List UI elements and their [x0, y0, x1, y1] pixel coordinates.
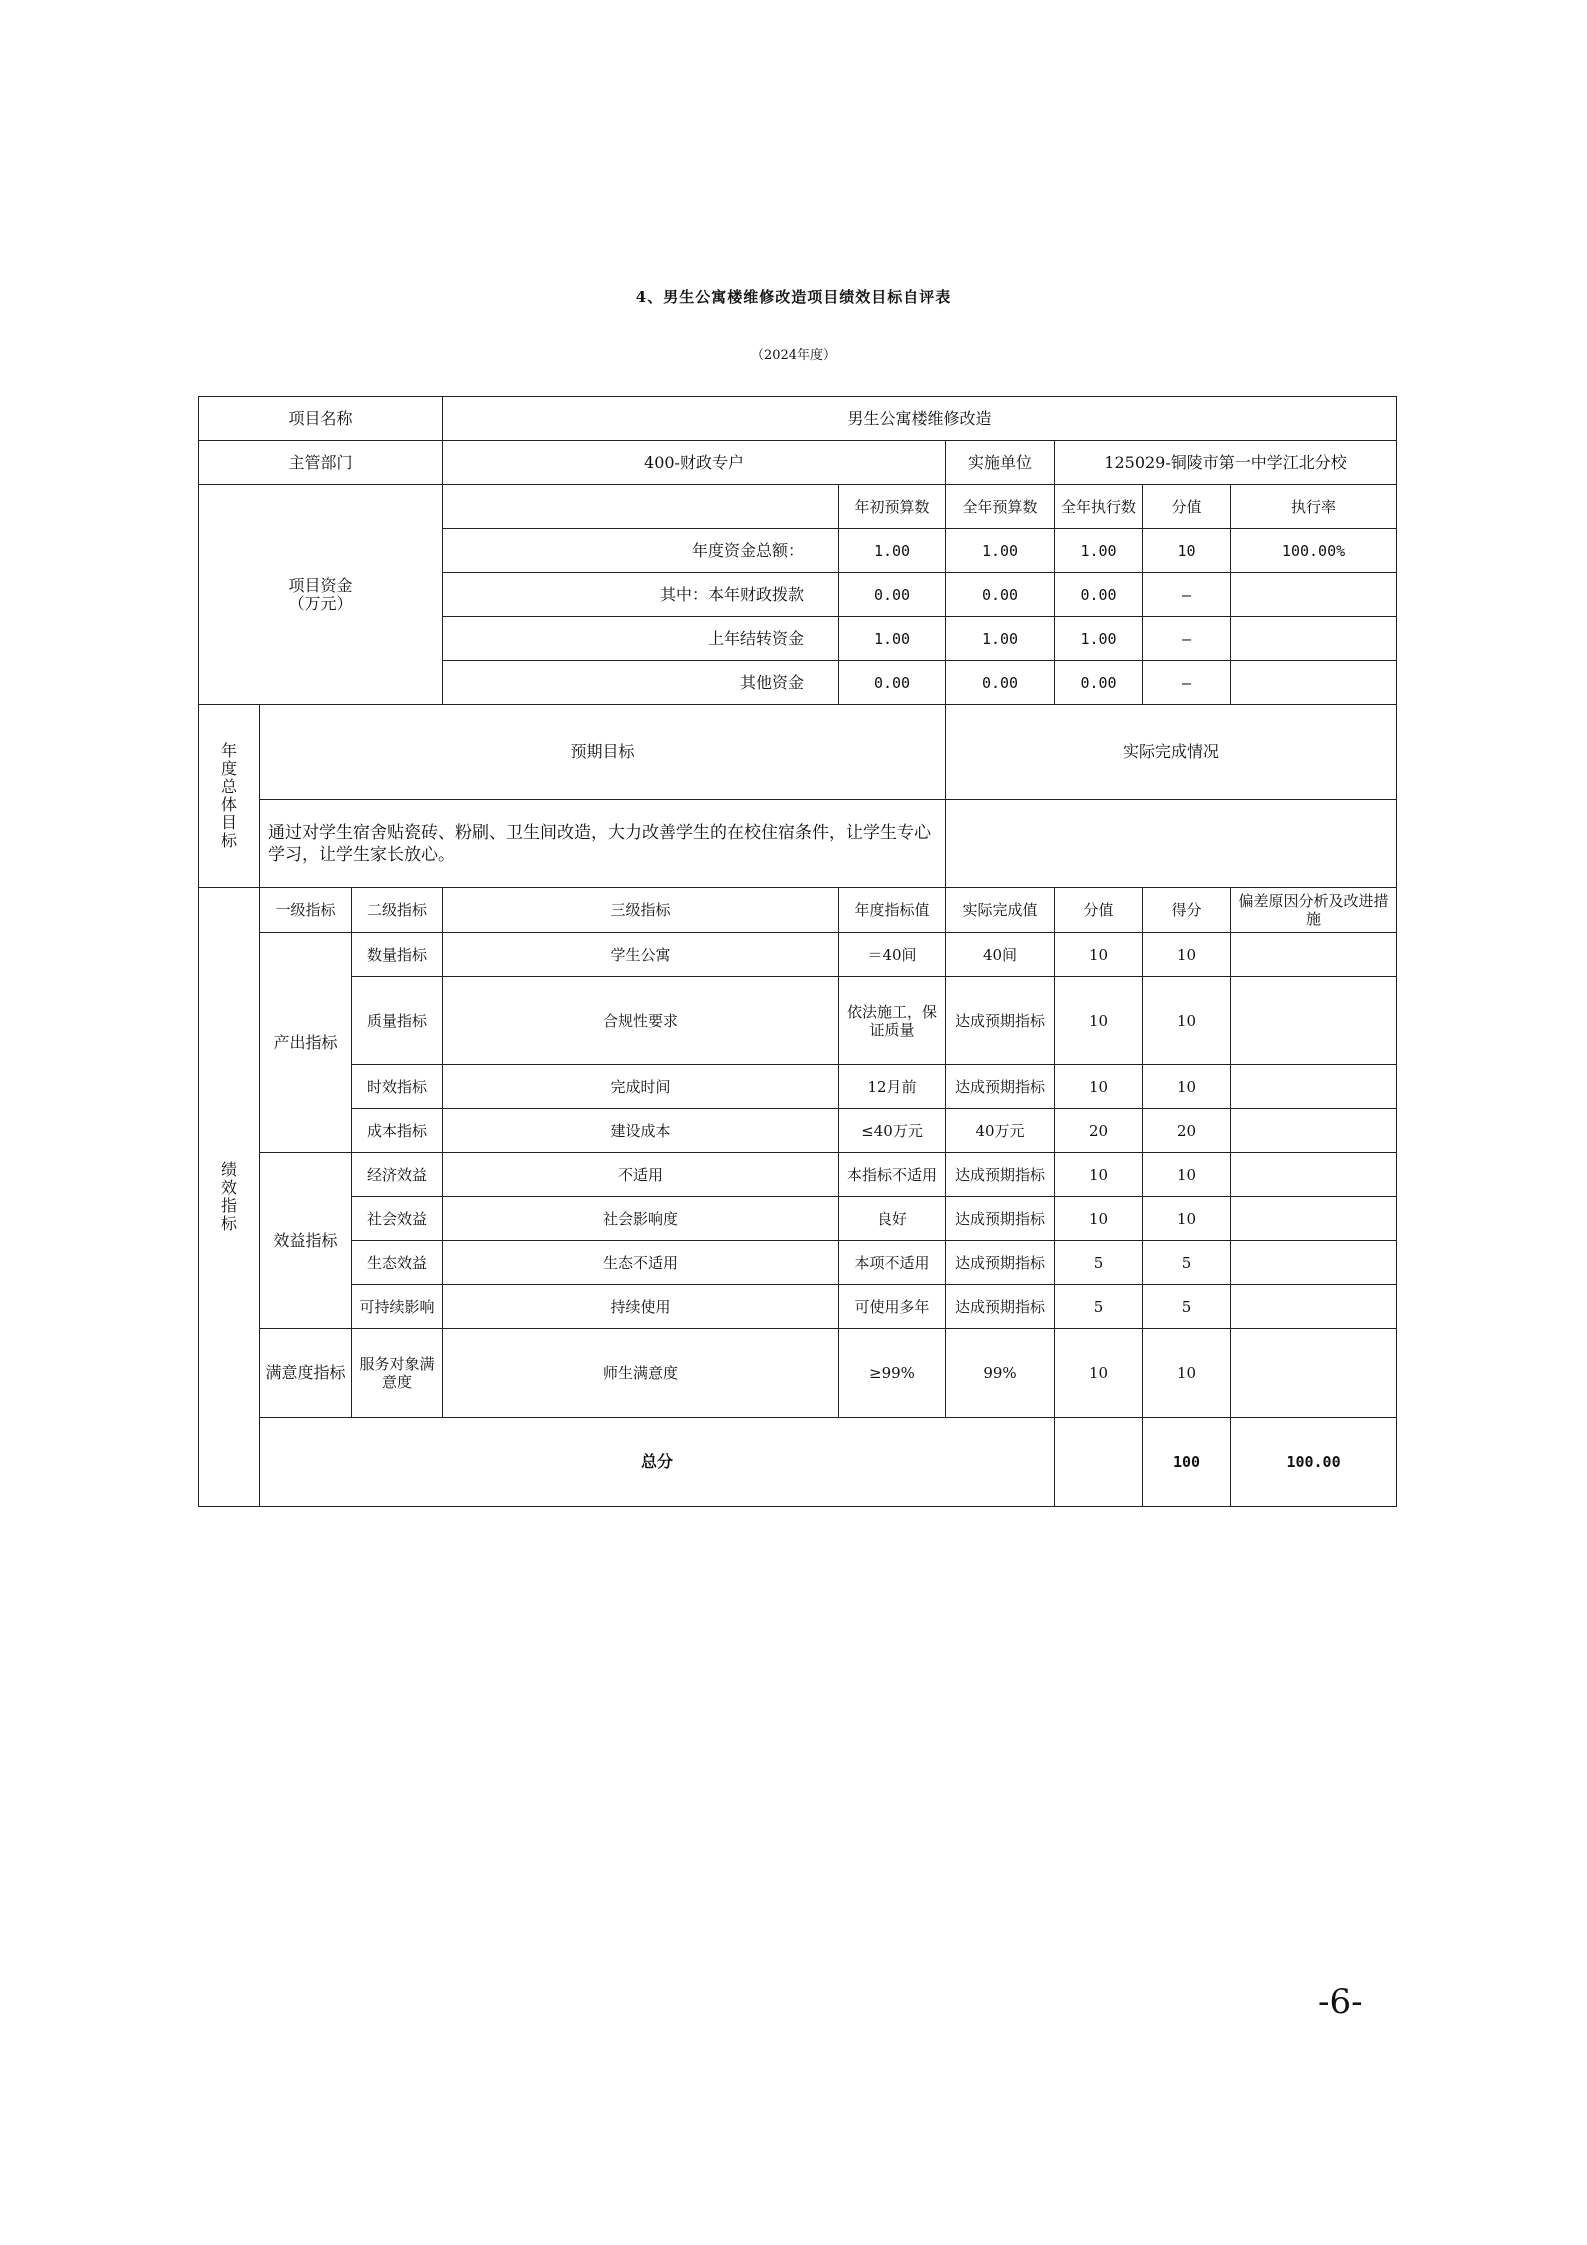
indicator-got: 10: [1143, 1065, 1231, 1109]
indicator-score: 10: [1055, 1065, 1143, 1109]
indicator-l3: 完成时间: [443, 1065, 839, 1109]
page-number: -6-: [1318, 1982, 1363, 2022]
goal-label-char: 标: [220, 831, 237, 850]
indicator-l3: 不适用: [443, 1153, 839, 1197]
impl-value: 125029-铜陵市第一中学江北分校: [1055, 441, 1397, 485]
indicator-score: 5: [1055, 1285, 1143, 1329]
funds-label-line1: 项目资金: [288, 575, 353, 595]
goal-label-char: 总: [220, 777, 237, 796]
indicator-note: [1231, 1153, 1397, 1197]
level1-satisfaction: 满意度指标: [260, 1329, 352, 1418]
dept-value: 400-财政专户: [443, 441, 946, 485]
indicator-note: [1231, 1285, 1397, 1329]
indicator-got: 20: [1143, 1109, 1231, 1153]
indicator-row: [199, 1241, 1397, 1285]
goal-label-char: 体: [220, 795, 237, 814]
total-score: 100: [1143, 1418, 1231, 1507]
indicator-row: [199, 1197, 1397, 1241]
indicator-actual: 达成预期指标: [946, 1153, 1055, 1197]
goal-label-char: 度: [220, 759, 237, 778]
indicator-actual: 达成预期指标: [946, 1197, 1055, 1241]
indicator-actual: 达成预期指标: [946, 1065, 1055, 1109]
goal-actual-header: 实际完成情况: [946, 705, 1397, 800]
indicator-row: [199, 1109, 1397, 1153]
indicator-score: 20: [1055, 1109, 1143, 1153]
indicator-score: 10: [1055, 1153, 1143, 1197]
funds-row-name: 上年结转资金: [443, 617, 839, 661]
indicator-l2: 生态效益: [352, 1241, 443, 1285]
indicator-actual: 达成预期指标: [946, 977, 1055, 1065]
indicator-got: 10: [1143, 977, 1231, 1065]
indicator-l2: 质量指标: [352, 977, 443, 1065]
funds-row-name: 其中：本年财政拨款: [443, 573, 839, 617]
indicator-note: [1231, 977, 1397, 1065]
funds-header-blank: [443, 485, 839, 529]
indicator-note: [1231, 1329, 1397, 1418]
indicator-note: [1231, 933, 1397, 977]
goal-label: [199, 705, 260, 888]
indicator-got: 10: [1143, 1153, 1231, 1197]
indicator-got: 5: [1143, 1285, 1231, 1329]
indicator-actual: 40间: [946, 933, 1055, 977]
funds-row-rate: [1231, 573, 1397, 617]
indicator-score: 10: [1055, 933, 1143, 977]
funds-row-name: 其他资金: [443, 661, 839, 705]
ind-header-target: 年度指标值: [839, 888, 946, 933]
ind-header-got: 得分: [1143, 888, 1231, 933]
indicator-row: [199, 1065, 1397, 1109]
indicator-note: [1231, 1241, 1397, 1285]
funds-header-annual: 全年预算数: [946, 485, 1055, 529]
indicators-label-char: 绩: [220, 1160, 237, 1179]
funds-row-annual: 0.00: [946, 573, 1055, 617]
indicator-actual: 99%: [946, 1329, 1055, 1418]
ind-header-l1: 一级指标: [260, 888, 352, 933]
indicator-target: 良好: [839, 1197, 946, 1241]
indicator-got: 10: [1143, 1197, 1231, 1241]
total-got: 100.00: [1231, 1418, 1397, 1507]
indicator-l3: 师生满意度: [443, 1329, 839, 1418]
indicators-label-char: 标: [220, 1214, 237, 1233]
indicator-target: 可使用多年: [839, 1285, 946, 1329]
ind-header-l3: 三级指标: [443, 888, 839, 933]
funds-row-executed: 1.00: [1055, 617, 1143, 661]
indicator-l3: 合规性要求: [443, 977, 839, 1065]
indicator-got: 10: [1143, 933, 1231, 977]
indicator-got: 10: [1143, 1329, 1231, 1418]
indicator-target: ≥99%: [839, 1329, 946, 1418]
total-label: 总分: [260, 1418, 1055, 1507]
indicator-score: 10: [1055, 1329, 1143, 1418]
ind-header-l2: 二级指标: [352, 888, 443, 933]
funds-row-rate: 100.00%: [1231, 529, 1397, 573]
impl-label: 实施单位: [946, 441, 1055, 485]
indicator-row: [199, 1329, 1397, 1418]
indicator-note: [1231, 1109, 1397, 1153]
indicator-target: 依法施工，保证质量: [839, 977, 946, 1065]
page-title: 4、男生公寓楼维修改造项目绩效目标自评表: [635, 288, 952, 306]
funds-row-annual: 1.00: [946, 617, 1055, 661]
indicator-l2: 服务对象满意度: [352, 1329, 443, 1418]
funds-header-initial: 年初预算数: [839, 485, 946, 529]
indicator-l2: 可持续影响: [352, 1285, 443, 1329]
indicator-actual: 达成预期指标: [946, 1241, 1055, 1285]
indicator-target: 本指标不适用: [839, 1153, 946, 1197]
indicator-l3: 社会影响度: [443, 1197, 839, 1241]
indicator-l3: 生态不适用: [443, 1241, 839, 1285]
goal-expected-header: 预期目标: [260, 705, 946, 800]
project-name-value: 男生公寓楼维修改造: [443, 397, 1397, 441]
indicator-row: [199, 1153, 1397, 1197]
funds-label-line2: （万元）: [288, 593, 353, 613]
ind-header-actual: 实际完成值: [946, 888, 1055, 933]
performance-table: [198, 396, 1397, 1507]
indicator-score: 10: [1055, 1197, 1143, 1241]
indicator-row: [199, 933, 1397, 977]
indicator-row: [199, 1285, 1397, 1329]
indicators-label: [199, 888, 260, 1507]
indicator-target: 本项不适用: [839, 1241, 946, 1285]
indicator-row: [199, 977, 1397, 1065]
goal-expected-text: 通过对学生宿舍贴瓷砖、粉刷、卫生间改造，大力改善学生的在校住宿条件，让学生专心学习，让学生家长放心。: [260, 800, 946, 888]
indicator-l3: 学生公寓: [443, 933, 839, 977]
level1-benefit: 效益指标: [260, 1153, 352, 1329]
indicator-target: ≤40万元: [839, 1109, 946, 1153]
indicator-target: ＝40间: [839, 933, 946, 977]
total-blank: [1055, 1418, 1143, 1507]
funds-row-rate: [1231, 617, 1397, 661]
goal-label-char: 目: [220, 813, 237, 832]
funds-row-initial: 1.00: [839, 529, 946, 573]
ind-header-score: 分值: [1055, 888, 1143, 933]
level1-output: 产出指标: [260, 933, 352, 1153]
ind-header-note: 偏差原因分析及改进措施: [1231, 888, 1397, 933]
indicators-label-char: 效: [220, 1178, 237, 1197]
funds-row-annual: 0.00: [946, 661, 1055, 705]
indicator-score: 5: [1055, 1241, 1143, 1285]
indicator-l3: 持续使用: [443, 1285, 839, 1329]
funds-row-rate: [1231, 661, 1397, 705]
indicators-label-char: 指: [220, 1196, 237, 1215]
funds-header-score: 分值: [1143, 485, 1231, 529]
funds-label: [199, 485, 443, 705]
indicator-target: 12月前: [839, 1065, 946, 1109]
indicator-l2: 时效指标: [352, 1065, 443, 1109]
goal-actual-text: [946, 800, 1397, 888]
indicator-actual: 40万元: [946, 1109, 1055, 1153]
funds-row-score: —: [1143, 617, 1231, 661]
indicator-l3: 建设成本: [443, 1109, 839, 1153]
funds-header-executed: 全年执行数: [1055, 485, 1143, 529]
funds-row-score: —: [1143, 661, 1231, 705]
funds-row-score: 10: [1143, 529, 1231, 573]
dept-label: 主管部门: [199, 441, 443, 485]
funds-row-initial: 0.00: [839, 661, 946, 705]
funds-row-executed: 0.00: [1055, 661, 1143, 705]
goal-label-char: 年: [220, 741, 237, 760]
funds-row-executed: 1.00: [1055, 529, 1143, 573]
funds-row-score: —: [1143, 573, 1231, 617]
indicator-l2: 成本指标: [352, 1109, 443, 1153]
indicator-l2: 经济效益: [352, 1153, 443, 1197]
indicator-l2: 社会效益: [352, 1197, 443, 1241]
funds-row-initial: 0.00: [839, 573, 946, 617]
indicator-score: 10: [1055, 977, 1143, 1065]
funds-row-name: 年度资金总额：: [443, 529, 839, 573]
page-subtitle: （2024年度）: [750, 348, 837, 363]
project-name-label: 项目名称: [199, 397, 443, 441]
indicator-actual: 达成预期指标: [946, 1285, 1055, 1329]
indicator-l2: 数量指标: [352, 933, 443, 977]
indicator-got: 5: [1143, 1241, 1231, 1285]
funds-row-executed: 0.00: [1055, 573, 1143, 617]
funds-header-rate: 执行率: [1231, 485, 1397, 529]
funds-row-initial: 1.00: [839, 617, 946, 661]
indicator-note: [1231, 1065, 1397, 1109]
funds-row-annual: 1.00: [946, 529, 1055, 573]
indicator-note: [1231, 1197, 1397, 1241]
